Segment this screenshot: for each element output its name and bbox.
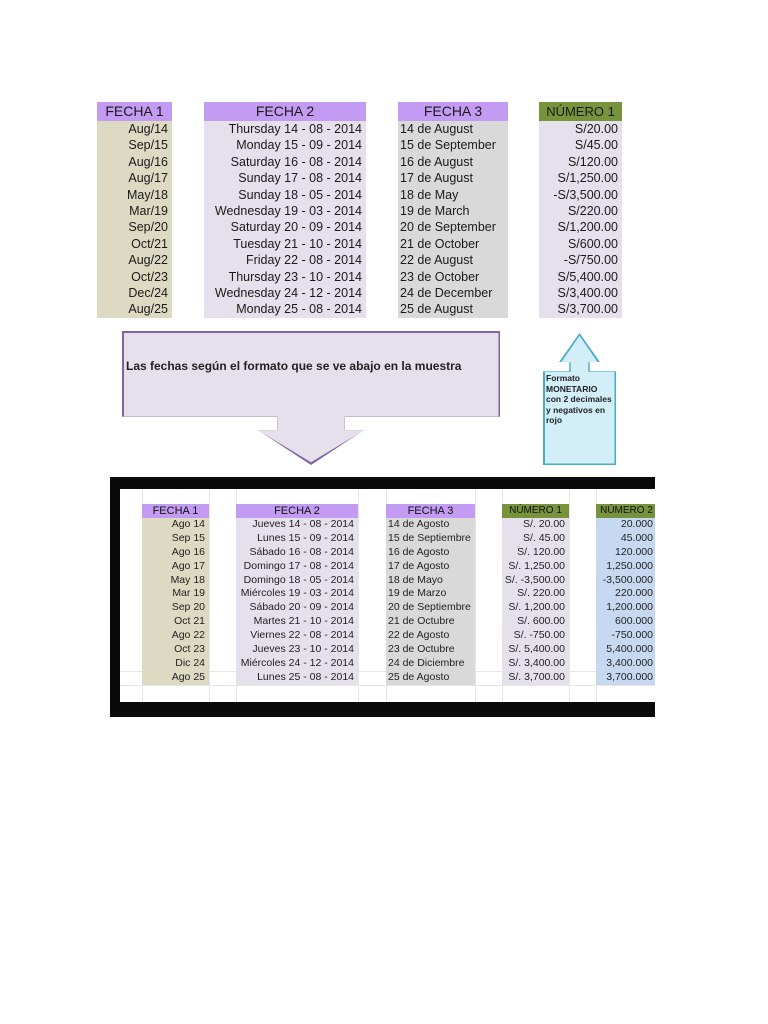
- top-fecha2-column: [204, 102, 366, 318]
- sample-fecha3-cell: 16 de Agosto: [388, 545, 450, 558]
- top-numero1-cell: S/120.00: [567, 154, 618, 169]
- sample-numero2-column: [596, 504, 655, 685]
- sample-numero1-cell: S/. 220.00: [517, 587, 565, 600]
- top-fecha1-cell: Sep/15: [128, 138, 168, 153]
- sample-fecha3-cell: 17 de Agosto: [388, 559, 450, 572]
- sample-numero2-cell: -750.000: [611, 629, 653, 642]
- sample-fecha1-column: [142, 504, 209, 685]
- sample-numero1-cell: S/. 1,250.00: [508, 559, 565, 572]
- top-fecha1-cell: Aug/17: [128, 171, 168, 186]
- top-fecha1-cell: Aug/22: [128, 253, 168, 268]
- sample-fecha1-header: FECHA 1: [142, 504, 209, 518]
- top-numero1-cell: S/3,400.00: [557, 285, 618, 300]
- sample-fecha1-cell: Oct 23: [174, 643, 205, 656]
- top-fecha2-cell: Thursday 23 - 10 - 2014: [228, 269, 362, 284]
- sample-numero1-cell: S/. 120.00: [517, 545, 565, 558]
- sample-fecha3-cell: 14 de Agosto: [388, 518, 450, 530]
- sample-fecha3-cell: 23 de Octubre: [388, 643, 455, 656]
- sample-fecha3-cell: 20 de Septiembre: [388, 601, 471, 614]
- top-numero1-cell: S/3,700.00: [557, 302, 618, 317]
- top-numero1-header: NÚMERO 1: [539, 102, 622, 121]
- top-fecha2-cell: Wednesday 19 - 03 - 2014: [214, 203, 362, 218]
- sample-fecha2-cell: Lunes 25 - 08 - 2014: [257, 670, 354, 683]
- sample-numero1-cell: S/. 5,400.00: [508, 643, 565, 656]
- sample-numero1-cell: S/. 3,700.00: [508, 670, 565, 683]
- sample-fecha2-cell: Sábado 16 - 08 - 2014: [249, 545, 354, 558]
- sample-numero1-cell: S/. -3,500.00: [504, 573, 565, 586]
- top-fecha1-column: [97, 102, 172, 318]
- top-fecha3-cell: 23 de October: [400, 269, 480, 284]
- top-fecha3-column: [398, 102, 508, 318]
- sample-numero2-cell: 1,250.000: [606, 559, 653, 572]
- top-fecha1-cell: May/18: [127, 187, 168, 202]
- sample-numero2-cell: 1,200.000: [606, 601, 653, 614]
- sample-fecha3-cell: 19 de Marzo: [388, 587, 447, 600]
- top-fecha1-cell: Oct/21: [131, 236, 168, 251]
- sample-numero1-cell: S/. 45.00: [522, 531, 565, 544]
- top-fecha2-header: FECHA 2: [204, 102, 366, 121]
- sample-fecha2-cell: Miércoles 24 - 12 - 2014: [240, 656, 354, 669]
- sample-fecha2-column: [236, 504, 358, 685]
- sample-fecha2-cell: Martes 21 - 10 - 2014: [253, 615, 354, 628]
- top-numero1-cell: S/220.00: [567, 203, 618, 218]
- top-numero1-cell: S/5,400.00: [557, 269, 618, 284]
- sample-numero2-cell: 3,700.000: [606, 670, 653, 683]
- sample-numero1-cell: S/. 600.00: [517, 615, 565, 628]
- sample-fecha2-cell: Domingo 17 - 08 - 2014: [243, 559, 354, 572]
- top-numero1-cell: S/1,200.00: [557, 220, 618, 235]
- sample-fecha2-cell: Domingo 18 - 05 - 2014: [243, 573, 354, 586]
- top-fecha1-cell: Aug/16: [128, 154, 168, 169]
- sample-fecha3-cell: 24 de Diciembre: [388, 656, 465, 669]
- sample-numero2-cell: 220.000: [615, 587, 653, 600]
- sample-fecha3-cell: 21 de Octubre: [388, 615, 455, 628]
- top-fecha3-header: FECHA 3: [398, 102, 508, 121]
- date-format-callout-text: Las fechas según el formato que se ve abajo en la muestra: [126, 359, 462, 373]
- top-fecha3-cell: 15 de September: [400, 138, 496, 153]
- top-fecha1-cell: Aug/14: [128, 122, 168, 136]
- sample-fecha3-cell: 15 de Septiembre: [388, 531, 471, 544]
- top-numero1-cell: -S/750.00: [563, 253, 618, 268]
- sample-fecha1-cell: Dic 24: [175, 656, 205, 669]
- sample-fecha2-cell: Jueves 14 - 08 - 2014: [252, 518, 354, 530]
- top-fecha3-cell: 20 de September: [400, 220, 496, 235]
- top-numero1-cell: S/1,250.00: [557, 171, 618, 186]
- sample-numero1-cell: S/. 20.00: [522, 518, 565, 530]
- top-fecha2-cell: Thursday 14 - 08 - 2014: [228, 122, 362, 136]
- sample-fecha1-cell: Ago 16: [171, 545, 205, 558]
- sample-fecha3-cell: 18 de Mayo: [388, 573, 443, 586]
- sample-fecha2-cell: Jueves 23 - 10 - 2014: [252, 643, 354, 656]
- sample-fecha2-cell: Miércoles 19 - 03 - 2014: [240, 587, 354, 600]
- top-fecha1-header: FECHA 1: [97, 102, 172, 121]
- sample-numero1-cell: S/. -750.00: [513, 629, 565, 642]
- top-fecha1-cell: Dec/24: [128, 285, 168, 300]
- sample-fecha1-cell: Ago 14: [171, 518, 205, 530]
- sample-fecha1-cell: Mar 19: [172, 587, 205, 600]
- top-fecha2-cell: Monday 25 - 08 - 2014: [236, 302, 362, 317]
- currency-format-callout-text: Formato MONETARIO con 2 decimales y negativos en rojo: [546, 373, 612, 425]
- top-fecha3-cell: 14 de August: [400, 122, 473, 136]
- sample-fecha3-header: FECHA 3: [386, 504, 475, 518]
- top-numero1-column: [539, 102, 622, 318]
- sample-numero2-cell: 5,400.000: [606, 643, 653, 656]
- top-fecha3-cell: 22 de August: [400, 253, 473, 268]
- top-fecha2-cell: Saturday 16 - 08 - 2014: [230, 154, 362, 169]
- top-fecha2-cell: Saturday 20 - 09 - 2014: [230, 220, 362, 235]
- sample-fecha1-cell: Sep 15: [171, 531, 205, 544]
- sample-fecha1-cell: Sep 20: [171, 601, 205, 614]
- top-numero1-cell: S/600.00: [567, 236, 618, 251]
- sample-numero1-column: [502, 504, 569, 685]
- sample-numero2-header: NÚMERO 2: [596, 504, 655, 518]
- top-fecha2-cell: Sunday 17 - 08 - 2014: [238, 171, 362, 186]
- sample-numero1-cell: S/. 3,400.00: [508, 656, 565, 669]
- sample-fecha1-cell: Ago 25: [171, 670, 205, 683]
- sample-fecha1-cell: May 18: [170, 573, 205, 586]
- top-fecha3-cell: 19 de March: [400, 203, 470, 218]
- top-fecha2-cell: Sunday 18 - 05 - 2014: [238, 187, 362, 202]
- top-fecha1-cell: Mar/19: [129, 203, 168, 218]
- top-fecha3-cell: 16 de August: [400, 154, 473, 169]
- sample-fecha2-cell: Lunes 15 - 09 - 2014: [257, 531, 354, 544]
- top-numero1-cell: S/45.00: [574, 138, 618, 153]
- sample-numero2-cell: 45.000: [620, 531, 653, 544]
- top-fecha1-cell: Aug/25: [128, 302, 168, 317]
- sample-fecha1-cell: Ago 22: [171, 629, 205, 642]
- top-fecha2-cell: Tuesday 21 - 10 - 2014: [233, 236, 362, 251]
- sample-numero1-cell: S/. 1,200.00: [508, 601, 565, 614]
- sample-fecha2-cell: Sábado 20 - 09 - 2014: [249, 601, 354, 614]
- top-fecha2-cell: Wednesday 24 - 12 - 2014: [214, 285, 362, 300]
- sample-numero1-header: NÚMERO 1: [502, 504, 569, 518]
- top-fecha1-cell: Sep/20: [128, 220, 168, 235]
- top-fecha1-cell: Oct/23: [131, 269, 168, 284]
- sample-numero2-cell: 600.000: [615, 615, 653, 628]
- top-fecha3-cell: 17 de August: [400, 171, 473, 186]
- top-fecha3-cell: 21 de October: [400, 236, 480, 251]
- sample-fecha3-cell: 25 de Agosto: [388, 670, 450, 683]
- sample-fecha3-column: [386, 504, 475, 685]
- top-fecha3-cell: 24 de December: [400, 285, 493, 300]
- sample-fecha2-header: FECHA 2: [236, 504, 358, 518]
- sample-numero2-cell: 20.000: [620, 518, 653, 530]
- currency-format-callout: [543, 333, 616, 465]
- top-fecha2-cell: Monday 15 - 09 - 2014: [236, 138, 362, 153]
- sample-numero2-cell: 3,400.000: [606, 656, 653, 669]
- sample-fecha1-cell: Ago 17: [171, 559, 205, 572]
- sample-fecha1-cell: Oct 21: [174, 615, 205, 628]
- top-fecha2-cell: Friday 22 - 08 - 2014: [245, 253, 362, 268]
- sample-fecha2-cell: Viernes 22 - 08 - 2014: [250, 629, 354, 642]
- sample-numero2-cell: 120.000: [615, 545, 653, 558]
- top-numero1-cell: -S/3,500.00: [553, 187, 618, 202]
- sample-numero2-cell: -3,500.000: [602, 573, 653, 586]
- top-fecha3-cell: 18 de May: [400, 187, 459, 202]
- top-numero1-cell: S/20.00: [574, 122, 618, 136]
- top-fecha3-cell: 25 de August: [400, 302, 473, 317]
- sample-spreadsheet-image: [110, 477, 655, 717]
- sample-fecha3-cell: 22 de Agosto: [388, 629, 450, 642]
- date-format-callout: [122, 331, 500, 465]
